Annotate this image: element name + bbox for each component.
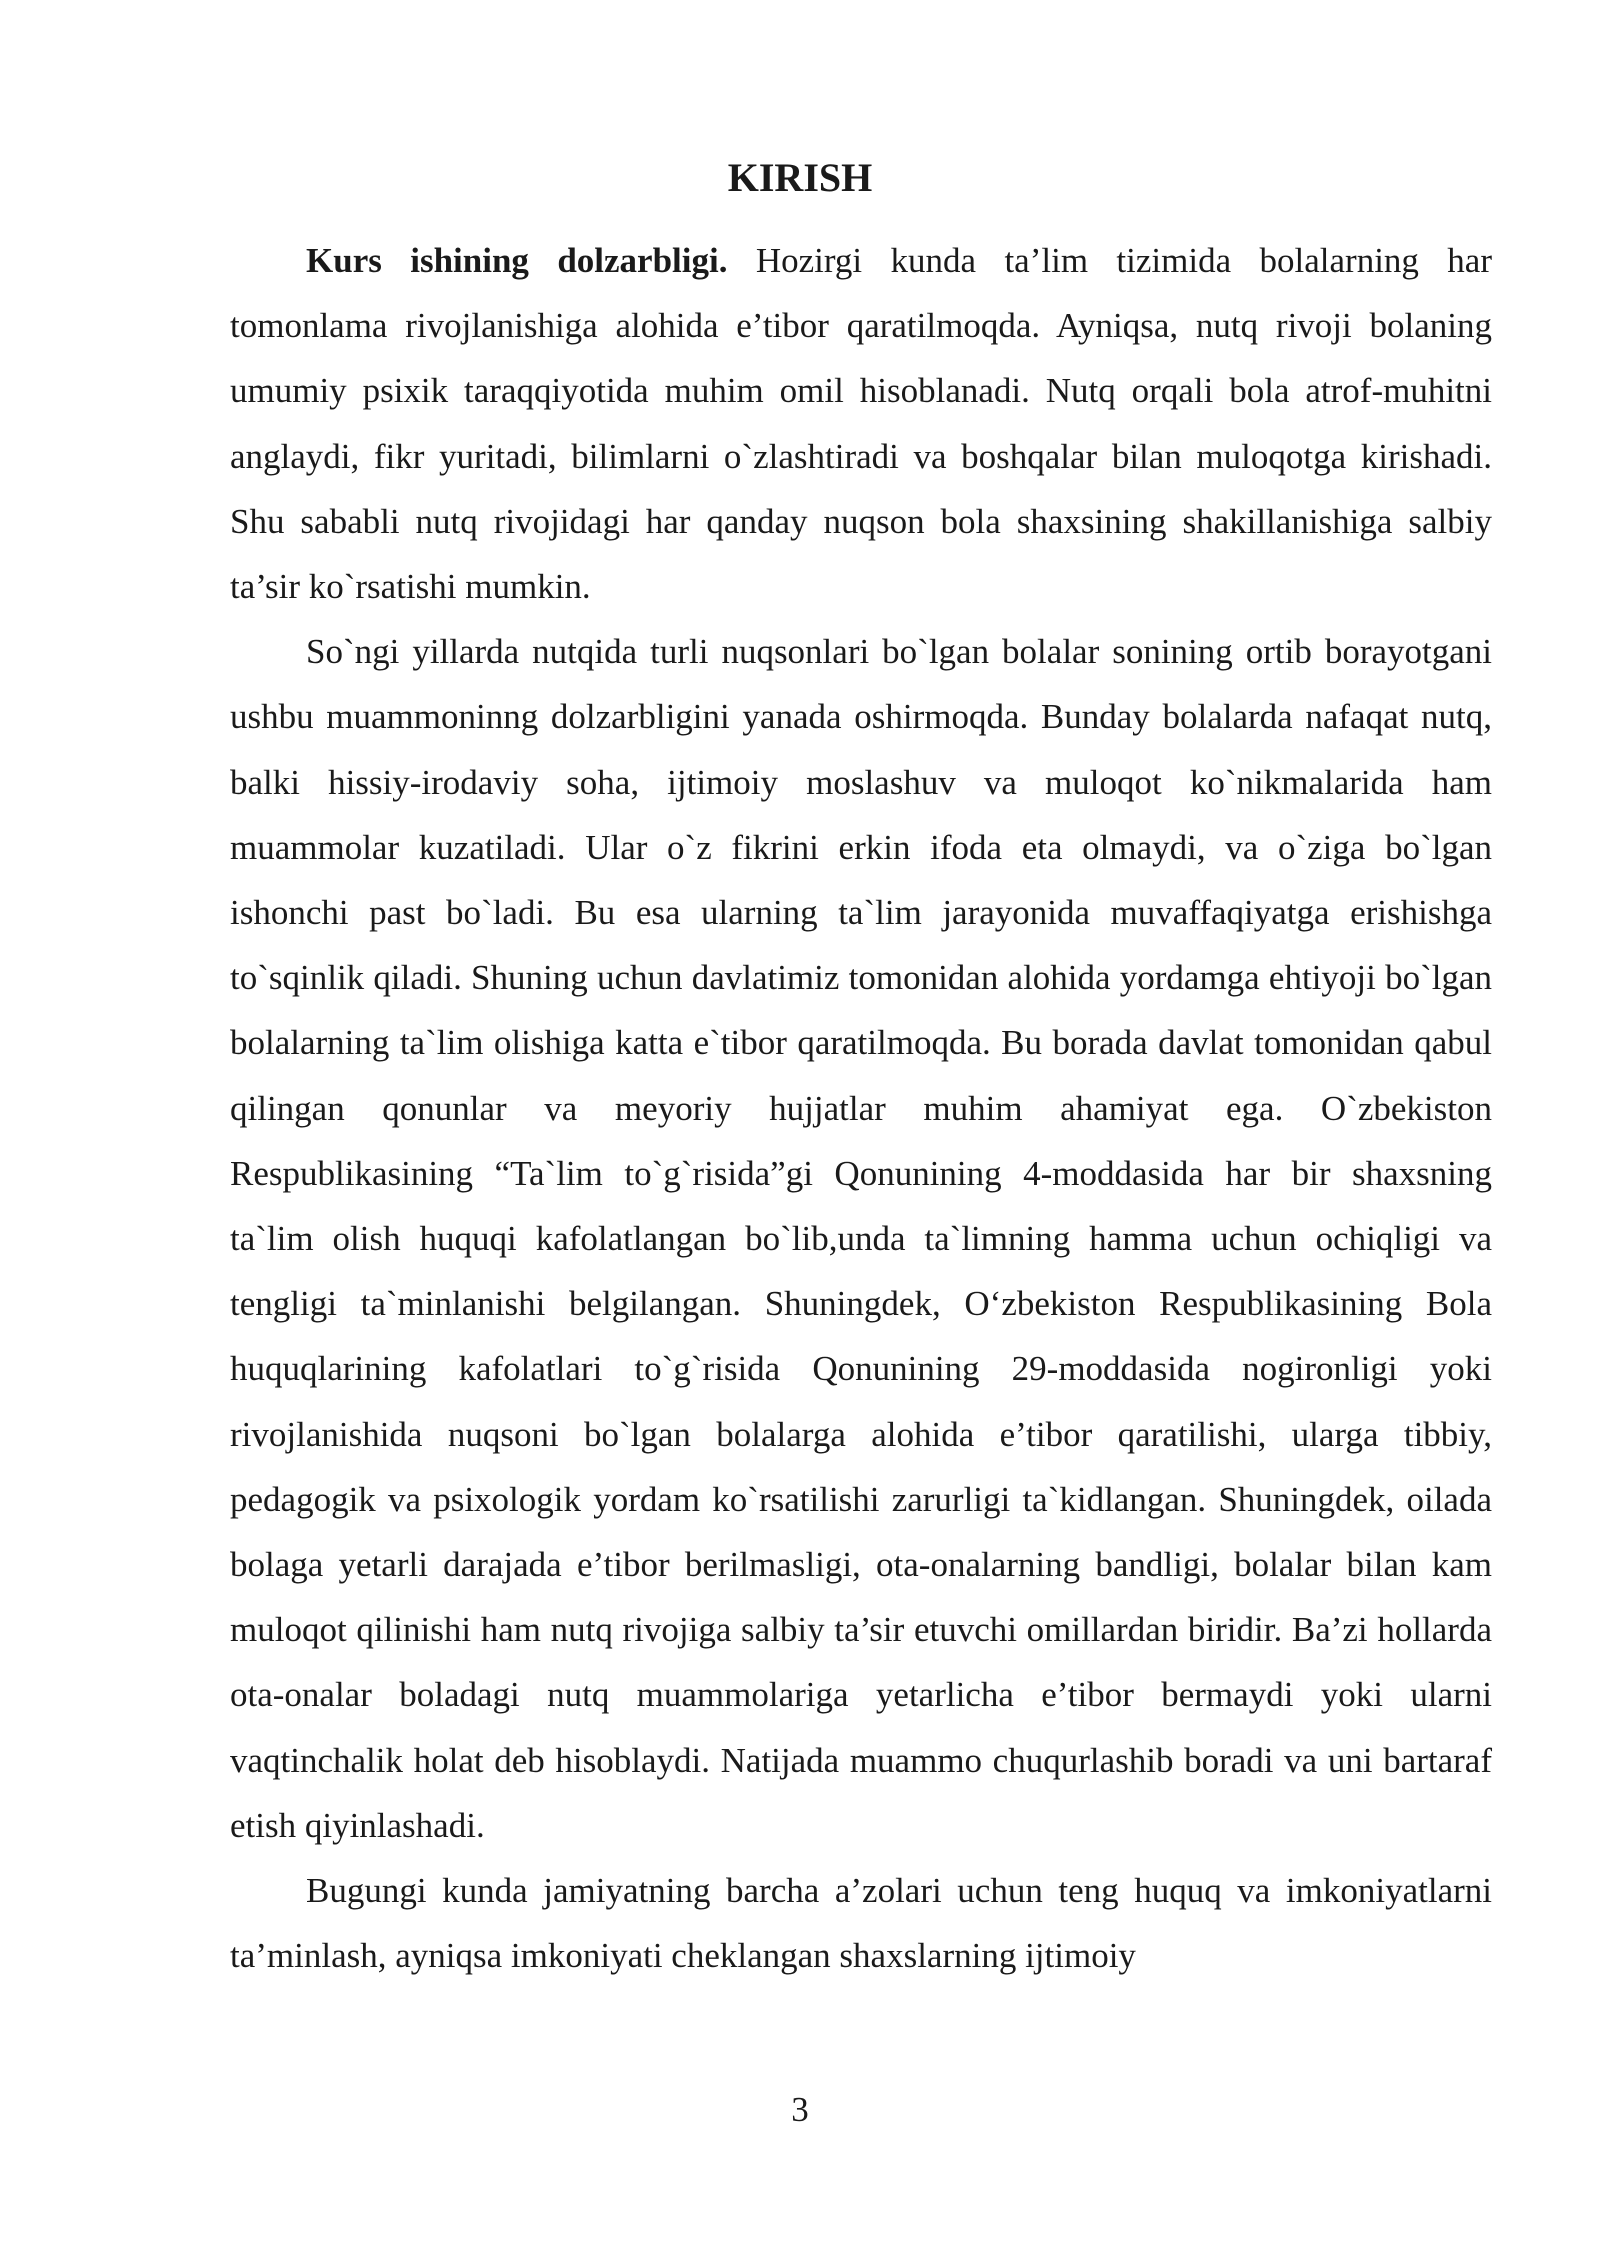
- paragraph-1-text: Hozirgi kunda ta’lim tizimida bolalarning har tomonlama rivojlanishiga alohida e’tibor qaratilmoqda. Ayniqsa, nutq rivoji bolaning umumiy psixik taraqqiyotida muhim omil hisoblanadi. Nutq orqali bola atrof-muhitni anglaydi, fikr yuritadi, bilimlarni o`zlashtiradi va boshqalar bilan muloqotga kirishadi. Shu sababli nutq rivojidagi har qanday nuqson bola shaxsining shakillanishiga salbiy ta’sir ko`rsatishi mumkin.: [230, 241, 1492, 607]
- paragraph-2: So`ngi yillarda nutqida turli nuqsonlari bo`lgan bolalar sonining ortib borayotgani ushbu muammoninng dolzarbligini yanada oshirmoqda. Bunday bolalarda nafaqat nutq, balki hissiy-irodaviy soha, ijtimoiy moslashuv va muloqot ko`nikmalarida ham muammolar kuzatiladi. Ular o`z fikrini erkin ifoda eta olmaydi, va o`ziga bo`lgan ishonchi past bo`ladi. Bu esa ularning ta`lim jarayonida muvaffaqiyatga erishishga to`sqinlik qiladi. Shuning uchun davlatimiz tomonidan alohida yordamga ehtiyoji bo`lgan bolalarning ta`lim olishiga katta e`tibor qaratilmoqda. Bu borada davlat tomonidan qabul qilingan qonunlar va meyoriy hujjatlar muhim ahamiyat ega. O`zbekiston Respublikasining “Ta`lim to`g`risida”gi Qonunining 4-moddasida har bir shaxsning ta`lim olish huquqi kafolatlangan bo`lib,unda ta`limning hamma uchun ochiqligi va tengligi ta`minlanishi belgilangan. Shuningdek, O‘zbekiston Respublikasining Bola huquqlarining kafolatlari to`g`risida Qonunining 29-moddasida nogironligi yoki rivojlanishida nuqsoni bo`lgan bolalarga alohida e’tibor qaratilishi, ularga tibbiy, pedagogik va psixologik yordam ko`rsatilishi zarurligi ta`kidlangan. Shuningdek, oilada bolaga yetarli darajada e’tibor berilmasligi, ota-onalarning bandligi, bolalar bilan kam muloqot qilinishi ham nutq rivojiga salbiy ta’sir etuvchi omillardan biridir. Ba’zi hollarda ota-onalar boladagi nutq muammolariga yetarlicha e’tibor bermaydi yoki ularni vaqtinchalik holat deb hisoblaydi. Natijada muammo chuqurlashib boradi va uni bartaraf etish qiyinlashadi.: [230, 632, 1492, 1845]
- document-body: [230, 228, 1492, 1988]
- paragraph-1: [230, 228, 1492, 619]
- page-title: KIRISH: [727, 155, 873, 200]
- page-number: 3: [791, 2090, 809, 2129]
- paragraph-lead: Kurs ishining dolzarbligi.: [306, 241, 728, 280]
- paragraph-3: Bugungi kunda jamiyatning barcha a’zolari uchun teng huquq va imkoniyatlarni ta’minlash, ayniqsa imkoniyati cheklangan shaxslarning ijtimoiy: [230, 1871, 1492, 1976]
